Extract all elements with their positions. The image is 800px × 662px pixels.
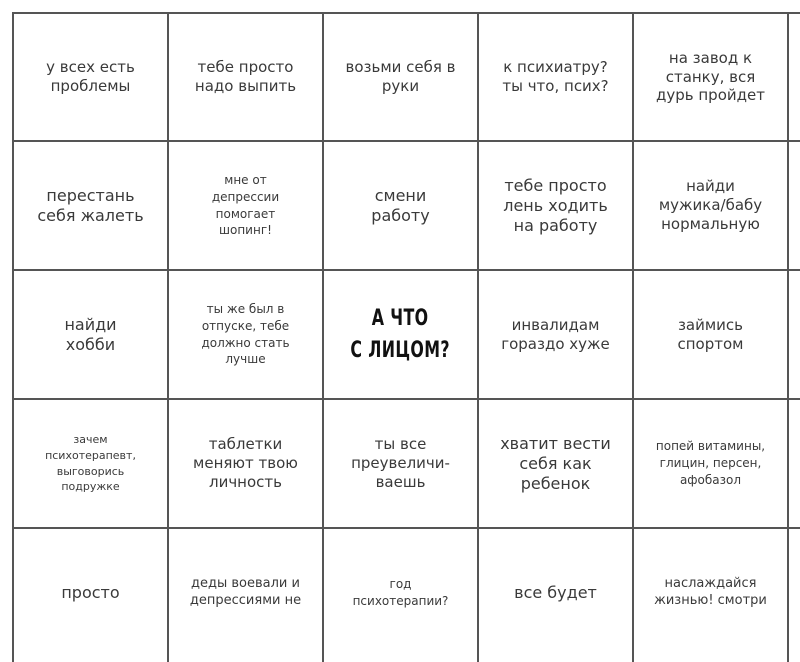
bingo-cell — [14, 142, 167, 269]
bingo-cell — [324, 400, 477, 527]
cell-text: тебе просто лень ходить на работу — [503, 175, 608, 235]
bingo-cell — [169, 14, 322, 140]
bingo-cell — [169, 271, 322, 398]
bingo-cell — [479, 400, 632, 527]
bingo-cell — [324, 14, 477, 140]
cell-text: зачем психотерапевт, выговорись подружке — [45, 432, 136, 494]
cell-text: мне от депрессии помогает шопинг! — [211, 172, 280, 238]
bingo-cell — [14, 271, 167, 398]
cell-text: на завод к станку, вся дурь пройдет — [656, 48, 765, 105]
bingo-cell — [169, 400, 322, 527]
cell-text: смени работу — [371, 185, 430, 225]
bingo-center-cell — [324, 271, 477, 398]
bingo-cell — [479, 14, 632, 140]
cell-text: найди мужика/бабу нормальную — [658, 177, 763, 233]
cell-text: у всех есть проблемы — [46, 58, 135, 95]
bingo-cell — [324, 529, 477, 656]
cell-text: хватит вести себя как ребенок — [500, 433, 611, 493]
cell-text: попей витамины, глицин, персен, афобазол — [655, 439, 766, 487]
bingo-cell — [14, 529, 167, 656]
grid-line — [787, 12, 789, 662]
cell-text: возьми себя в руки — [345, 58, 456, 95]
cell-text: деды воевали и депрессиями не — [189, 576, 302, 608]
center-cell-text: А ЧТО С ЛИЦОМ? — [350, 305, 451, 363]
cell-text: перестань себя жалеть — [37, 185, 144, 225]
bingo-cell — [169, 529, 322, 656]
bingo-cell — [169, 142, 322, 269]
cell-text: ты все преувеличи- ваешь — [351, 435, 450, 491]
bingo-cell — [324, 142, 477, 269]
cell-text: тебе просто надо выпить — [194, 58, 297, 95]
bingo-cell — [634, 14, 787, 140]
bingo-grid — [12, 12, 800, 662]
cell-text: наслаждайся жизнью! смотри — [654, 576, 767, 608]
bingo-cell — [479, 142, 632, 269]
bingo-cell — [634, 142, 787, 269]
cell-text: к психиатру? ты что, псих? — [502, 58, 609, 95]
bingo-cell — [634, 400, 787, 527]
cell-text: все будет — [514, 582, 597, 602]
cell-text: займись спортом — [677, 315, 744, 353]
bingo-cell — [14, 400, 167, 527]
cell-text: таблетки меняют твою личность — [193, 435, 298, 491]
cell-text: найди хобби — [64, 314, 117, 354]
cell-text: год психотерапии? — [352, 576, 449, 608]
bingo-cell — [14, 14, 167, 140]
bingo-cell — [479, 271, 632, 398]
bingo-cell — [479, 529, 632, 656]
cell-text: просто — [61, 582, 120, 602]
bingo-cell — [634, 271, 787, 398]
cell-text: ты же был в отпуске, тебе должно стать лучше — [201, 301, 290, 367]
cell-text: инвалидам гораздо хуже — [501, 315, 610, 353]
bingo-cell — [634, 529, 787, 656]
